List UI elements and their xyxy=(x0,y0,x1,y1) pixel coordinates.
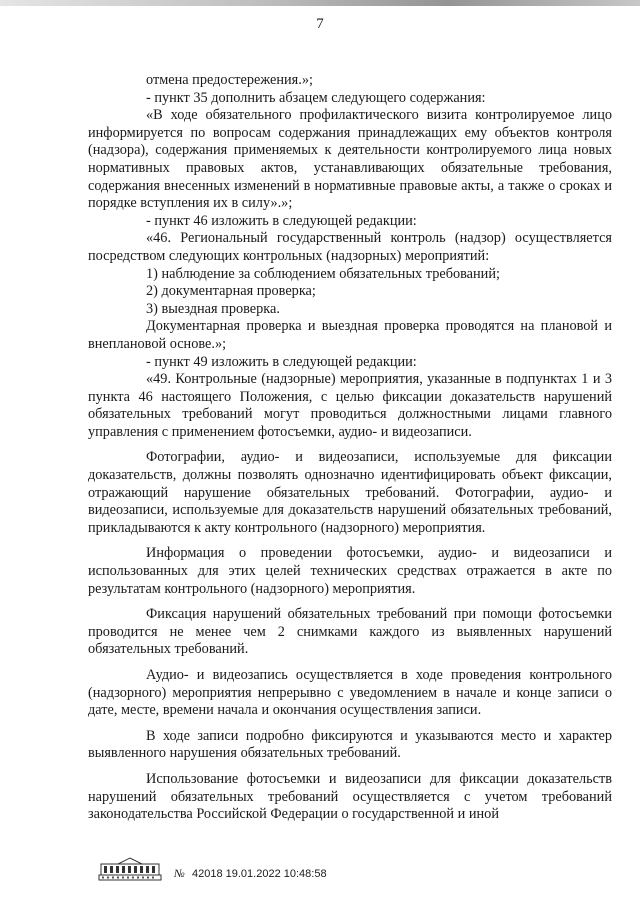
scan-edge-artifact xyxy=(0,0,640,6)
paragraph-17: Использование фотосъемки и видеозаписи для фиксации доказательств нарушений обязательных требований осуществляется с учетом требований законодательства Российской Федерации о государственной и иной xyxy=(88,770,612,823)
paragraph-3: «В ходе обязательного профилактического визита контролируемое лицо информируется по вопросам содержания принадлежащих ему объектов контроля (надзора), содержания применяемых к деятельности контролируемого лица новых нормативных правовых актов, устанавливающих обязательные требования, содержания внесенных изменений в нормативные правовые акты, а также о сроках и порядке вступления их в силу».»; xyxy=(88,107,612,212)
paragraph-9: Документарная проверка и выездная проверка проводятся на плановой и внеплановой основе.»; xyxy=(88,318,612,352)
paragraph-14: Фиксация нарушений обязательных требований при помощи фотосъемки проводится не менее чем 2 снимками каждого из выявленных нарушений обязательных требований. xyxy=(88,606,612,658)
document-footer xyxy=(98,856,518,896)
paragraph-8: 3) выездная проверка. xyxy=(146,300,280,317)
paragraph-2: - пункт 35 дополнить абзацем следующего содержания: xyxy=(146,89,486,106)
paragraph-5: «46. Региональный государственный контроль (надзор) осуществляется посредством следующих контрольных (надзорных) мероприятий: xyxy=(88,230,612,264)
document-body xyxy=(88,72,612,824)
paragraph-16: В ходе записи подробно фиксируются и указываются место и характер выявленного нарушения обязательных требований. xyxy=(88,727,612,762)
paragraph-13: Информация о проведении фотосъемки, аудио- и видеозаписи и использованных для этих целей технических средствах отражается в акте по результатам контрольного (надзорного) мероприятия. xyxy=(88,545,612,597)
paragraph-6: 1) наблюдение за соблюдением обязательных требований; xyxy=(146,265,500,282)
paragraph-10: - пункт 49 изложить в следующей редакции: xyxy=(146,353,417,370)
building-stamp-icon xyxy=(98,856,162,882)
paragraph-4: - пункт 46 изложить в следующей редакции: xyxy=(146,212,417,229)
paragraph-7: 2) документарная проверка; xyxy=(146,283,316,300)
paragraph-12: Фотографии, аудио- и видеозаписи, используемые для фиксации доказательств, должны позволять однозначно идентифицировать объект фиксации, отражающий нарушение обязательных требований. Фотографии, аудио- и видеозаписи, используемые для доказательств нарушений обязательных требований, прикладываются к акту контрольного (надзорного) мероприятия. xyxy=(88,449,612,536)
paragraph-1: отмена предостережения.»; xyxy=(146,72,313,88)
paragraph-11: «49. Контрольные (надзорные) мероприятия, указанные в подпунктах 1 и 3 пункта 46 настоящего Положения, с целью фиксации доказательств нарушений обязательных требований могут проводиться должностными лицами главного управления с применением фотосъемки, аудио- и видеозаписи. xyxy=(88,371,612,440)
paragraph-15: Аудио- и видеозапись осуществляется в ходе проведения контрольного (надзорного) мероприятия непрерывно с уведомлением в начале и конце записи о дате, месте, времени начала и окончания осуществления записи. xyxy=(88,667,612,719)
page-number: 7 xyxy=(316,16,324,32)
number-sign: № xyxy=(174,868,185,880)
registration-stamp: 42018 19.01.2022 10:48:58 xyxy=(192,868,327,880)
